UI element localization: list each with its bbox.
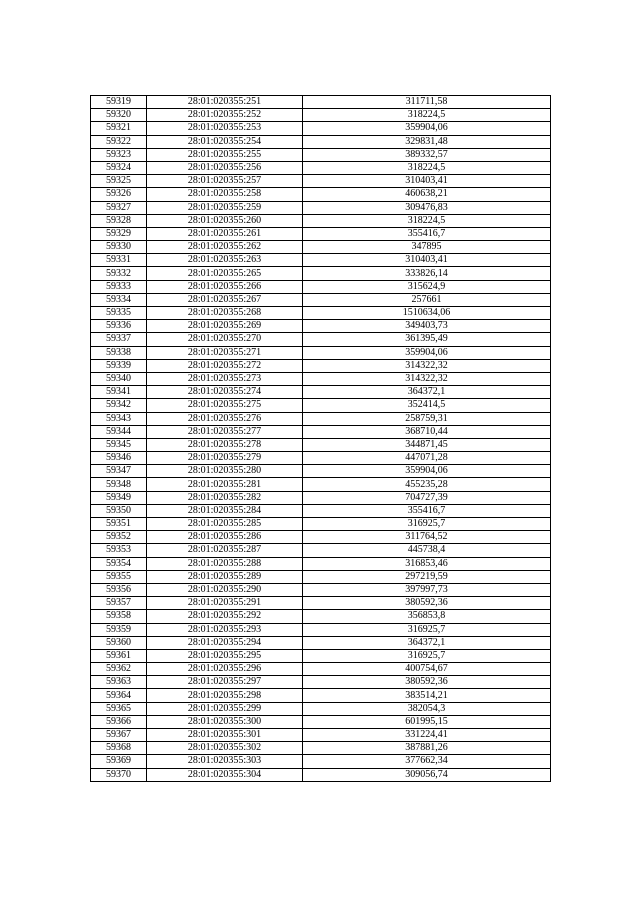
row-number-cell: 59367 (91, 729, 147, 742)
value-cell: 310403,41 (303, 175, 551, 188)
value-cell: 316925,7 (303, 649, 551, 662)
cadastral-number-cell: 28:01:020355:297 (147, 676, 303, 689)
cadastral-number-cell: 28:01:020355:296 (147, 663, 303, 676)
cadastral-number-cell: 28:01:020355:262 (147, 241, 303, 254)
cadastral-number-cell: 28:01:020355:285 (147, 518, 303, 531)
row-number-cell: 59332 (91, 267, 147, 280)
row-number-cell: 59328 (91, 214, 147, 227)
value-cell: 311764,52 (303, 531, 551, 544)
row-number-cell: 59368 (91, 742, 147, 755)
row-number-cell: 59347 (91, 465, 147, 478)
value-cell: 344871,45 (303, 438, 551, 451)
row-number-cell: 59351 (91, 518, 147, 531)
row-number-cell: 59370 (91, 768, 147, 781)
cadastral-number-cell: 28:01:020355:273 (147, 372, 303, 385)
value-cell: 333826,14 (303, 267, 551, 280)
cadastral-number-cell: 28:01:020355:253 (147, 122, 303, 135)
row-number-cell: 59338 (91, 346, 147, 359)
table-body (91, 96, 551, 782)
cadastral-value-table (90, 95, 551, 782)
value-cell: 316853,46 (303, 557, 551, 570)
value-cell: 258759,31 (303, 412, 551, 425)
table-row (91, 109, 551, 122)
row-number-cell: 59350 (91, 504, 147, 517)
value-cell: 382054,3 (303, 702, 551, 715)
table-row (91, 557, 551, 570)
table-row (91, 544, 551, 557)
cadastral-number-cell: 28:01:020355:279 (147, 452, 303, 465)
cadastral-number-cell: 28:01:020355:261 (147, 227, 303, 240)
row-number-cell: 59340 (91, 372, 147, 385)
cadastral-number-cell: 28:01:020355:304 (147, 768, 303, 781)
value-cell: 347895 (303, 241, 551, 254)
row-number-cell: 59357 (91, 597, 147, 610)
cadastral-number-cell: 28:01:020355:294 (147, 636, 303, 649)
value-cell: 361395,49 (303, 333, 551, 346)
value-cell: 359904,06 (303, 346, 551, 359)
row-number-cell: 59322 (91, 135, 147, 148)
row-number-cell: 59342 (91, 399, 147, 412)
cadastral-number-cell: 28:01:020355:280 (147, 465, 303, 478)
row-number-cell: 59330 (91, 241, 147, 254)
table-row (91, 610, 551, 623)
row-number-cell: 59326 (91, 188, 147, 201)
value-cell: 318224,5 (303, 109, 551, 122)
cadastral-number-cell: 28:01:020355:292 (147, 610, 303, 623)
value-cell: 315624,9 (303, 280, 551, 293)
value-cell: 355416,7 (303, 227, 551, 240)
cadastral-number-cell: 28:01:020355:276 (147, 412, 303, 425)
cadastral-number-cell: 28:01:020355:291 (147, 597, 303, 610)
value-cell: 297219,59 (303, 570, 551, 583)
table-row (91, 188, 551, 201)
table-row (91, 583, 551, 596)
cadastral-number-cell: 28:01:020355:293 (147, 623, 303, 636)
cadastral-number-cell: 28:01:020355:300 (147, 715, 303, 728)
table-row (91, 399, 551, 412)
row-number-cell: 59361 (91, 649, 147, 662)
row-number-cell: 59355 (91, 570, 147, 583)
value-cell: 356853,8 (303, 610, 551, 623)
cadastral-number-cell: 28:01:020355:288 (147, 557, 303, 570)
row-number-cell: 59358 (91, 610, 147, 623)
cadastral-number-cell: 28:01:020355:278 (147, 438, 303, 451)
table-row (91, 768, 551, 781)
value-cell: 309476,83 (303, 201, 551, 214)
table-row (91, 504, 551, 517)
table-row (91, 135, 551, 148)
table-row (91, 254, 551, 267)
row-number-cell: 59339 (91, 359, 147, 372)
cadastral-number-cell: 28:01:020355:284 (147, 504, 303, 517)
cadastral-number-cell: 28:01:020355:270 (147, 333, 303, 346)
cadastral-number-cell: 28:01:020355:272 (147, 359, 303, 372)
value-cell: 383514,21 (303, 689, 551, 702)
value-cell: 359904,06 (303, 465, 551, 478)
table-row (91, 96, 551, 109)
row-number-cell: 59334 (91, 293, 147, 306)
cadastral-number-cell: 28:01:020355:254 (147, 135, 303, 148)
row-number-cell: 59348 (91, 478, 147, 491)
table-row (91, 570, 551, 583)
cadastral-number-cell: 28:01:020355:301 (147, 729, 303, 742)
cadastral-number-cell: 28:01:020355:286 (147, 531, 303, 544)
row-number-cell: 59345 (91, 438, 147, 451)
value-cell: 257661 (303, 293, 551, 306)
cadastral-number-cell: 28:01:020355:303 (147, 755, 303, 768)
cadastral-number-cell: 28:01:020355:251 (147, 96, 303, 109)
row-number-cell: 59360 (91, 636, 147, 649)
row-number-cell: 59321 (91, 122, 147, 135)
cadastral-number-cell: 28:01:020355:258 (147, 188, 303, 201)
row-number-cell: 59327 (91, 201, 147, 214)
table-row (91, 280, 551, 293)
row-number-cell: 59344 (91, 425, 147, 438)
row-number-cell: 59366 (91, 715, 147, 728)
cadastral-number-cell: 28:01:020355:290 (147, 583, 303, 596)
table-row (91, 702, 551, 715)
cadastral-number-cell: 28:01:020355:295 (147, 649, 303, 662)
cadastral-number-cell: 28:01:020355:252 (147, 109, 303, 122)
value-cell: 310403,41 (303, 254, 551, 267)
table-row (91, 755, 551, 768)
table-row (91, 438, 551, 451)
table-row (91, 689, 551, 702)
cadastral-number-cell: 28:01:020355:263 (147, 254, 303, 267)
cadastral-number-cell: 28:01:020355:271 (147, 346, 303, 359)
table-row (91, 597, 551, 610)
value-cell: 1510634,06 (303, 307, 551, 320)
table-row (91, 676, 551, 689)
row-number-cell: 59352 (91, 531, 147, 544)
row-number-cell: 59331 (91, 254, 147, 267)
table-row (91, 227, 551, 240)
cadastral-number-cell: 28:01:020355:298 (147, 689, 303, 702)
table-row (91, 201, 551, 214)
value-cell: 387881,26 (303, 742, 551, 755)
cadastral-number-cell: 28:01:020355:260 (147, 214, 303, 227)
value-cell: 314322,32 (303, 359, 551, 372)
row-number-cell: 59337 (91, 333, 147, 346)
value-cell: 329831,48 (303, 135, 551, 148)
row-number-cell: 59319 (91, 96, 147, 109)
cadastral-number-cell: 28:01:020355:287 (147, 544, 303, 557)
value-cell: 349403,73 (303, 320, 551, 333)
cadastral-number-cell: 28:01:020355:269 (147, 320, 303, 333)
cadastral-number-cell: 28:01:020355:274 (147, 386, 303, 399)
table-row (91, 478, 551, 491)
table-row (91, 148, 551, 161)
table-row (91, 333, 551, 346)
cadastral-number-cell: 28:01:020355:282 (147, 491, 303, 504)
table-row (91, 346, 551, 359)
value-cell: 309056,74 (303, 768, 551, 781)
row-number-cell: 59329 (91, 227, 147, 240)
row-number-cell: 59335 (91, 307, 147, 320)
cadastral-number-cell: 28:01:020355:299 (147, 702, 303, 715)
table-row (91, 372, 551, 385)
value-cell: 400754,67 (303, 663, 551, 676)
table-row (91, 715, 551, 728)
value-cell: 397997,73 (303, 583, 551, 596)
value-cell: 447071,28 (303, 452, 551, 465)
row-number-cell: 59349 (91, 491, 147, 504)
value-cell: 311711,58 (303, 96, 551, 109)
value-cell: 368710,44 (303, 425, 551, 438)
row-number-cell: 59341 (91, 386, 147, 399)
row-number-cell: 59369 (91, 755, 147, 768)
value-cell: 316925,7 (303, 623, 551, 636)
table-row (91, 386, 551, 399)
row-number-cell: 59323 (91, 148, 147, 161)
table-row (91, 742, 551, 755)
table-row (91, 214, 551, 227)
table-row (91, 663, 551, 676)
cadastral-number-cell: 28:01:020355:259 (147, 201, 303, 214)
row-number-cell: 59365 (91, 702, 147, 715)
table-row (91, 122, 551, 135)
value-cell: 355416,7 (303, 504, 551, 517)
table-row (91, 412, 551, 425)
table-row (91, 531, 551, 544)
value-cell: 455235,28 (303, 478, 551, 491)
table-row (91, 267, 551, 280)
cadastral-number-cell: 28:01:020355:302 (147, 742, 303, 755)
cadastral-number-cell: 28:01:020355:257 (147, 175, 303, 188)
row-number-cell: 59320 (91, 109, 147, 122)
row-number-cell: 59325 (91, 175, 147, 188)
table-row (91, 241, 551, 254)
table-row (91, 465, 551, 478)
value-cell: 460638,21 (303, 188, 551, 201)
value-cell: 380592,36 (303, 676, 551, 689)
value-cell: 380592,36 (303, 597, 551, 610)
table-row (91, 161, 551, 174)
cadastral-number-cell: 28:01:020355:268 (147, 307, 303, 320)
value-cell: 318224,5 (303, 161, 551, 174)
table-row (91, 175, 551, 188)
cadastral-number-cell: 28:01:020355:289 (147, 570, 303, 583)
table-row (91, 452, 551, 465)
value-cell: 704727,39 (303, 491, 551, 504)
row-number-cell: 59354 (91, 557, 147, 570)
value-cell: 601995,15 (303, 715, 551, 728)
row-number-cell: 59333 (91, 280, 147, 293)
value-cell: 359904,06 (303, 122, 551, 135)
cadastral-number-cell: 28:01:020355:256 (147, 161, 303, 174)
table-row (91, 729, 551, 742)
value-cell: 364372,1 (303, 386, 551, 399)
value-cell: 352414,5 (303, 399, 551, 412)
cadastral-number-cell: 28:01:020355:275 (147, 399, 303, 412)
cadastral-number-cell: 28:01:020355:255 (147, 148, 303, 161)
table-row (91, 293, 551, 306)
row-number-cell: 59356 (91, 583, 147, 596)
table-row (91, 649, 551, 662)
table-row (91, 307, 551, 320)
value-cell: 318224,5 (303, 214, 551, 227)
table-row (91, 518, 551, 531)
row-number-cell: 59353 (91, 544, 147, 557)
value-cell: 364372,1 (303, 636, 551, 649)
value-cell: 377662,34 (303, 755, 551, 768)
value-cell: 389332,57 (303, 148, 551, 161)
row-number-cell: 59346 (91, 452, 147, 465)
row-number-cell: 59363 (91, 676, 147, 689)
cadastral-number-cell: 28:01:020355:281 (147, 478, 303, 491)
cadastral-number-cell: 28:01:020355:265 (147, 267, 303, 280)
cadastral-number-cell: 28:01:020355:277 (147, 425, 303, 438)
cadastral-number-cell: 28:01:020355:266 (147, 280, 303, 293)
row-number-cell: 59343 (91, 412, 147, 425)
table-row (91, 320, 551, 333)
value-cell: 331224,41 (303, 729, 551, 742)
row-number-cell: 59362 (91, 663, 147, 676)
table-row (91, 425, 551, 438)
row-number-cell: 59324 (91, 161, 147, 174)
table-row (91, 636, 551, 649)
value-cell: 445738,4 (303, 544, 551, 557)
value-cell: 316925,7 (303, 518, 551, 531)
value-cell: 314322,32 (303, 372, 551, 385)
table-row (91, 359, 551, 372)
table-row (91, 623, 551, 636)
row-number-cell: 59364 (91, 689, 147, 702)
table-row (91, 491, 551, 504)
cadastral-number-cell: 28:01:020355:267 (147, 293, 303, 306)
row-number-cell: 59336 (91, 320, 147, 333)
row-number-cell: 59359 (91, 623, 147, 636)
